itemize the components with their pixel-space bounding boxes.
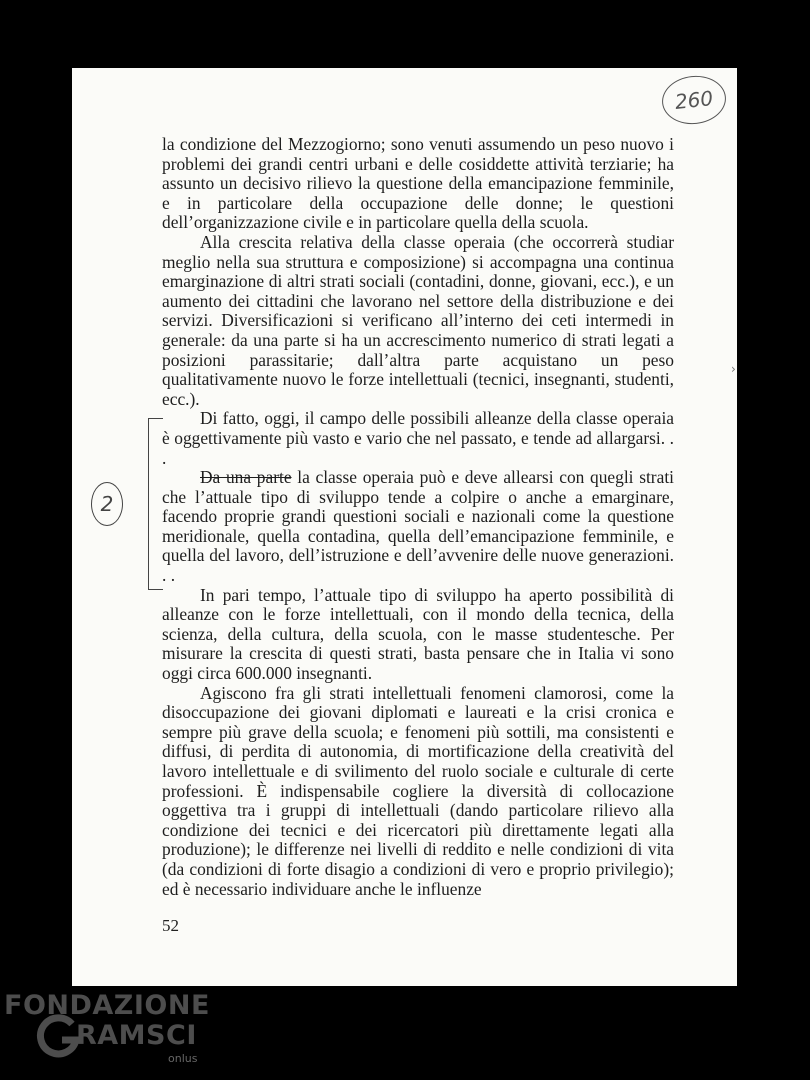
- logo-g-icon: [34, 1012, 82, 1060]
- paragraph-6: Agiscono fra gli strati intellettuali fenomeni clamorosi, come la disoccupazione dei giovani diplomati e laureati e la crisi cronica e sempre più grave della scuola; e fenomeni più sottili, ma consistenti e diffusi, di perdita di autonomia, di mortificazione della creatività del lavoro intellettuale e di svilimento del ruolo sociale e culturale di certe professioni. È indispensabile cogliere la diversità di collocazione oggettiva tra i gruppi di intellettuali (dando particolare rilievo alla condizione dei tecnici e dei ricercatori più direttamente legati alla produzione); le differenze nei livelli di reddito e nelle condizioni di vita (da condizioni di forte disagio a condizioni di vero e proprio privilegio); ed è necessario individuare anche le influenze: [162, 682, 674, 899]
- paragraph-5: In pari tempo, l’attuale tipo di sviluppo ha aperto possibilità di alleanze con le forze intellettuali, con il mondo della tecnica, della scienza, della cultura, della scuola, con le masse studentesche. Per misurare la crescita di questi strati, basta pensare che in Italia vi sono oggi circa 600.000 insegnanti.: [162, 584, 674, 684]
- paragraph-3: Di fatto, oggi, il campo delle possibili alleanze della classe operaia è oggettivamente più vasto e vario che nel passato, e tende ad allargarsi. . .: [162, 408, 674, 468]
- paragraph-1: la condizione del Mezzogiorno; sono venuti assumendo un peso nuovo i problemi dei grandi centri urbani e delle cosiddette attività terziarie; ha assunto un decisivo rilievo la questione della emancipazione femminile, e in particolare della occupazione delle donne; le questioni dell’organizzazione civile e in particolare quella della scuola.: [162, 134, 674, 233]
- page-folio: 52: [162, 916, 179, 935]
- margin-annotation-circle: [91, 482, 123, 526]
- struck-text: Da una parte: [200, 467, 292, 488]
- margin-bracket: [148, 418, 163, 590]
- paragraph-4: [162, 468, 674, 586]
- body-text: [162, 135, 674, 899]
- margin-annotation-number: 2: [100, 492, 114, 516]
- logo-line-2: RAMSCI: [76, 1020, 197, 1051]
- paragraph-2: Alla crescita relativa della classe operaia (che occorrerà studiar meglio nella sua struttura e composizione) si accompagna una continua emarginazione di altri strati sociali (contadini, donne, giovani, ecc.), e un aumento dei cittadini che lavorano nel settore della distribuzione e dei servizi. Diversificazioni si verificano all’interno dei ceti intermedi in generale: da una parte si ha un accrescimento numerico di strati legati a posizioni parassitarie; dall’altra parte acquistano un peso qualitativamente nuovo le forze intellettuali (tecnici, insegnanti, studenti, ecc.).: [162, 231, 674, 409]
- margin-tick-mark: ›: [731, 362, 736, 376]
- fondazione-gramsci-logo: [4, 990, 214, 1076]
- logo-onlus: onlus: [168, 1052, 198, 1065]
- stamp-number: 260: [673, 86, 715, 114]
- paragraph-4-text: la classe operaia può e deve allearsi con quegli strati che l’attuale tipo di sviluppo tende a colpire o anche a emarginare, facendo proprie grandi questioni sociali e nazionali come la questione meridionale, quella contadina, quella dell’emancipazione femminile, e quella del lavoro, dell’istruzione e dell’avvenire delle nuove generazioni. . .: [162, 467, 674, 586]
- logo-line-1: FONDAZIONE: [4, 990, 210, 1021]
